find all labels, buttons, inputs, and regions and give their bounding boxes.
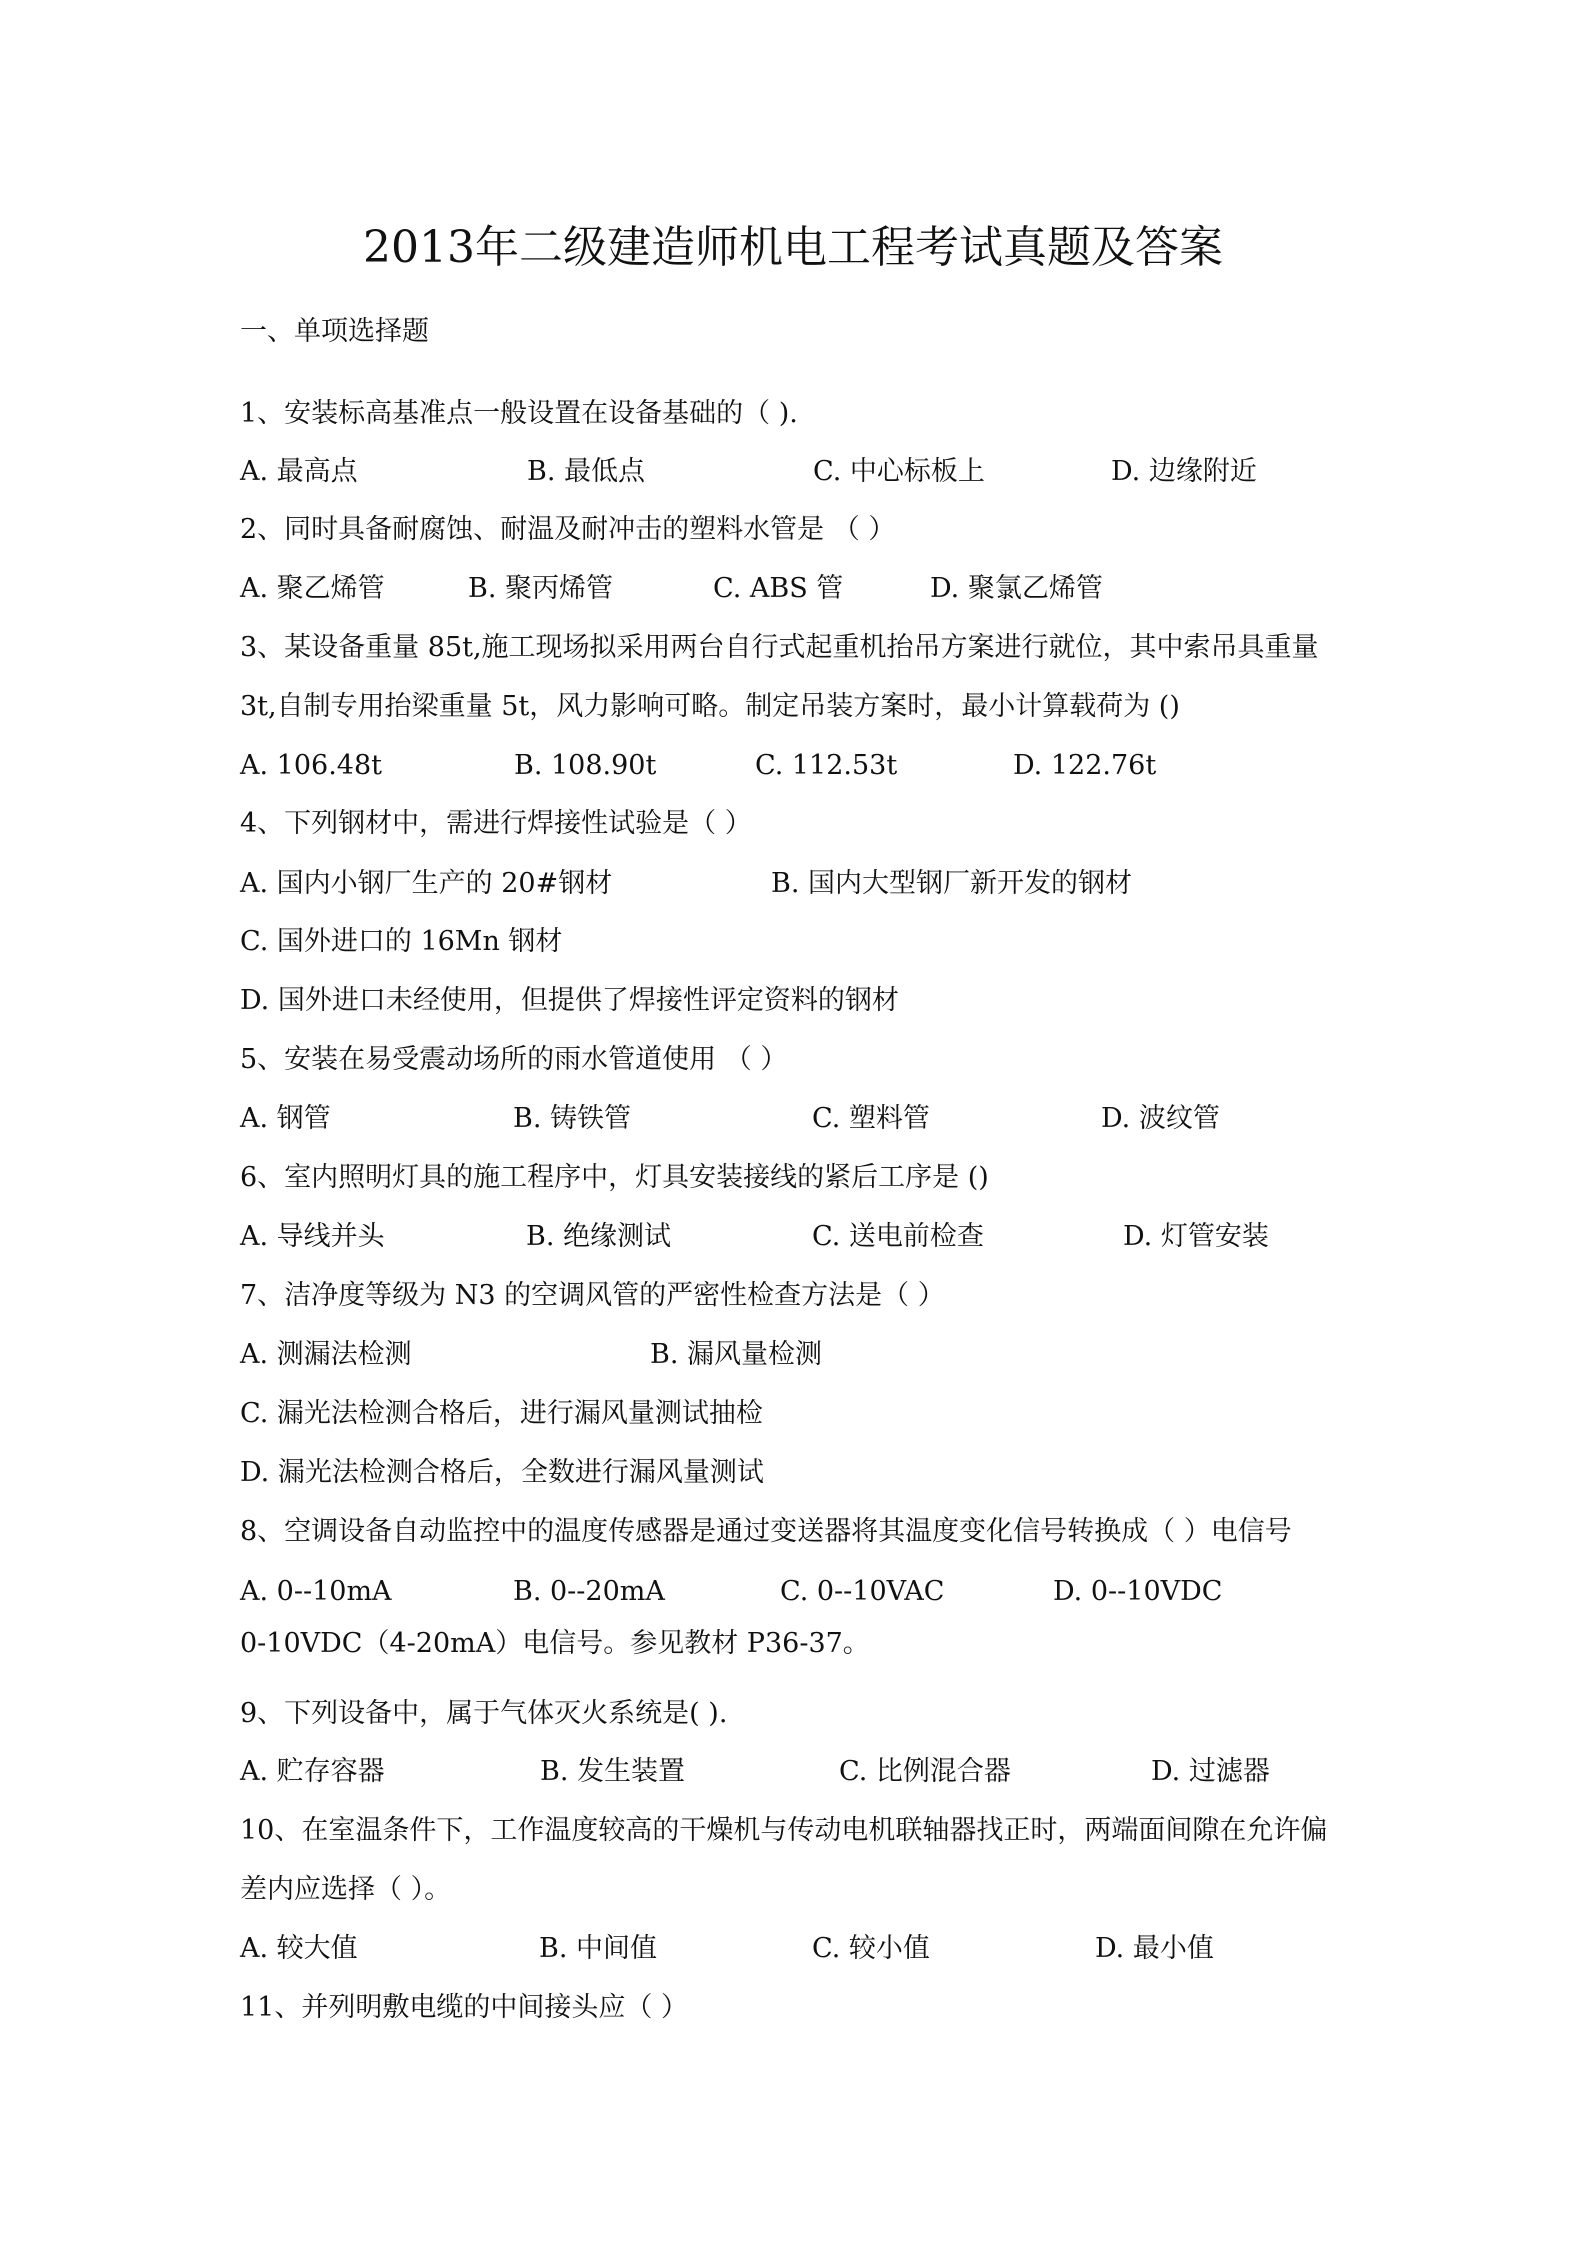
- option-c: C. 0--10VAC: [780, 1576, 945, 1607]
- option-d: D. 过滤器: [1151, 1756, 1270, 1787]
- section-heading: 一、单项选择题: [240, 316, 429, 347]
- option-c: C. 塑料管: [812, 1103, 930, 1134]
- option-b: B. 漏风量检测: [650, 1339, 823, 1370]
- option-b: B. 108.90t: [514, 750, 657, 781]
- option-d: D. 国外进口未经使用，但提供了焊接性评定资料的钢材: [240, 985, 899, 1016]
- option-a: A. 0--10mA: [240, 1576, 392, 1607]
- option-a: A. 较大值: [240, 1933, 358, 1964]
- option-a: A. 国内小钢厂生产的 20#钢材: [240, 868, 613, 899]
- option-c: C. 国外进口的 16Mn 钢材: [240, 926, 563, 957]
- question-stem: 8、空调设备自动监控中的温度传感器是通过变送器将其温度变化信号转换成（ ）电信号: [240, 1516, 1292, 1547]
- option-b: B. 发生装置: [540, 1756, 686, 1787]
- option-b: B. 0--20mA: [513, 1576, 665, 1607]
- option-c: C. ABS 管: [713, 573, 844, 604]
- option-d: D. 边缘附近: [1111, 456, 1257, 487]
- option-d: D. 灯管安装: [1123, 1221, 1269, 1252]
- option-d: D. 漏光法检测合格后，全数进行漏风量测试: [240, 1457, 764, 1488]
- option-c: C. 较小值: [812, 1933, 930, 1964]
- question-stem: 5、安装在易受震动场所的雨水管道使用 （ ）: [240, 1044, 788, 1075]
- question-stem: 1、安装标高基准点一般设置在设备基础的（ ).: [240, 398, 798, 429]
- question-stem: 2、同时具备耐腐蚀、耐温及耐冲击的塑料水管是 （ ）: [240, 514, 896, 545]
- option-a: A. 导线并头: [240, 1221, 385, 1252]
- option-c: C. 比例混合器: [839, 1756, 1011, 1787]
- option-c: C. 112.53t: [755, 750, 898, 781]
- option-b: B. 绝缘测试: [526, 1221, 672, 1252]
- option-b: B. 铸铁管: [513, 1103, 632, 1134]
- question-stem-continued: 差内应选择（ ）。: [240, 1874, 452, 1905]
- option-d: D. 波纹管: [1101, 1103, 1220, 1134]
- question-stem: 7、洁净度等级为 N3 的空调风管的严密性检查方法是（ ）: [240, 1280, 945, 1311]
- option-c: C. 漏光法检测合格后，进行漏风量测试抽检: [240, 1398, 763, 1429]
- question-stem: 9、下列设备中，属于气体灭火系统是( ).: [240, 1698, 728, 1729]
- option-a: A. 聚乙烯管: [240, 573, 385, 604]
- option-c: C. 送电前检查: [812, 1221, 984, 1252]
- option-a: A. 钢管: [240, 1103, 331, 1134]
- question-stem: 6、室内照明灯具的施工程序中，灯具安装接线的紧后工序是 (): [240, 1162, 989, 1193]
- option-a: A. 最高点: [240, 456, 358, 487]
- question-stem: 11、并列明敷电缆的中间接头应（ ）: [240, 1992, 688, 2023]
- option-b: B. 国内大型钢厂新开发的钢材: [771, 868, 1133, 899]
- option-b: B. 最低点: [527, 456, 646, 487]
- question-stem-continued: 3t,自制专用抬梁重量 5t，风力影响可略。制定吊装方案时，最小计算载荷为 (): [240, 691, 1180, 722]
- question-stem: 4、下列钢材中，需进行焊接性试验是（ ）: [240, 808, 752, 839]
- option-b: B. 聚丙烯管: [468, 573, 614, 604]
- option-b: B. 中间值: [539, 1933, 658, 1964]
- option-d: D. 122.76t: [1013, 750, 1157, 781]
- option-d: D. 0--10VDC: [1053, 1576, 1223, 1607]
- answer-note: 0-10VDC（4-20mA）电信号。参见教材 P36-37。: [240, 1628, 870, 1659]
- question-stem: 10、在室温条件下，工作温度较高的干燥机与传动电机联轴器找正时，两端面间隙在允许偏: [240, 1815, 1328, 1846]
- question-stem: 3、某设备重量 85t,施工现场拟采用两台自行式起重机抬吊方案进行就位，其中索吊具重量: [240, 632, 1319, 663]
- option-d: D. 聚氯乙烯管: [930, 573, 1103, 604]
- option-a: A. 106.48t: [240, 750, 382, 781]
- option-a: A. 贮存容器: [240, 1756, 385, 1787]
- option-c: C. 中心标板上: [813, 456, 985, 487]
- option-d: D. 最小值: [1095, 1933, 1214, 1964]
- option-a: A. 测漏法检测: [240, 1339, 412, 1370]
- page-title: 2013年二级建造师机电工程考试真题及答案: [363, 222, 1223, 273]
